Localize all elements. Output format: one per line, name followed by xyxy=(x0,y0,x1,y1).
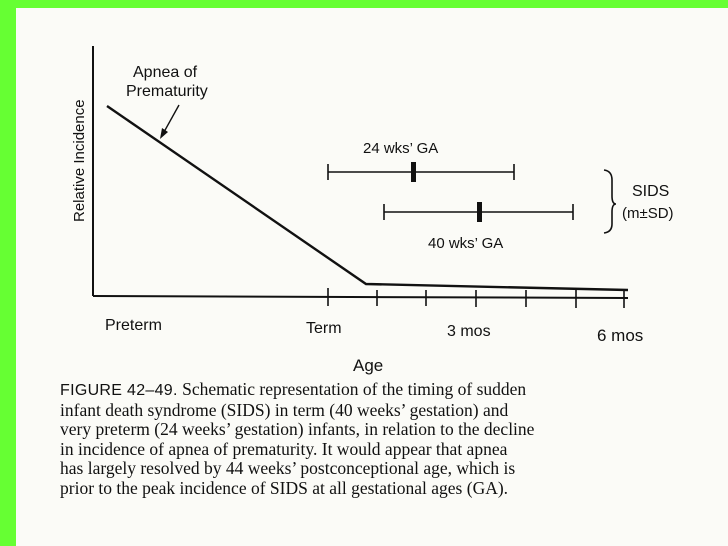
figure-caption xyxy=(60,380,712,499)
sids-bracket xyxy=(604,170,616,233)
sids-40wk-label: 40 wks’ GA xyxy=(428,235,504,252)
sids-24wk-error-bar xyxy=(328,162,514,182)
x-tick-label-term: Term xyxy=(306,320,342,337)
x-tick-label-preterm: Preterm xyxy=(105,317,162,334)
caption-line-6: prior to the peak incidence of SIDS at all gestational ages (GA). xyxy=(60,477,509,498)
apnea-label-line1: Apnea of xyxy=(133,64,198,81)
apnea-incidence-line xyxy=(107,106,628,290)
apnea-label-line2: Prematurity xyxy=(126,83,208,100)
figure-number: FIGURE 42–49. xyxy=(60,382,178,399)
caption-line-4: in incidence of apnea of prematurity. It would appear that apnea xyxy=(60,438,508,459)
sids-40wk-error-bar xyxy=(384,202,573,222)
sids-24wk-mean-marker xyxy=(411,162,416,182)
x-axis-label: Age xyxy=(353,356,384,375)
caption-line-3: very preterm (24 weeks’ gestation) infants, in relation to the decline xyxy=(60,419,535,440)
apnea-pointer-arrowhead xyxy=(160,128,168,139)
x-tick-label-3mos: 3 mos xyxy=(447,323,491,340)
sids-label-line1: SIDS xyxy=(632,183,670,200)
apnea-pointer-line xyxy=(164,105,179,132)
sids-40wk-mean-marker xyxy=(477,202,482,222)
caption-line-2: infant death syndrome (SIDS) in term (40 weeks’ gestation) and xyxy=(60,399,509,420)
x-tick-label-6mos: 6 mos xyxy=(597,326,644,345)
scanned-page xyxy=(16,8,728,546)
sids-apnea-diagram xyxy=(16,8,728,378)
caption-line-5: has largely resolved by 44 weeks’ postconceptional age, which is xyxy=(60,458,516,479)
sids-24wk-label: 24 wks’ GA xyxy=(363,140,439,157)
y-axis-label: Relative Incidence xyxy=(71,99,88,222)
caption-line-1-text: Schematic representation of the timing of sudden xyxy=(177,379,527,399)
caption-line-1 xyxy=(60,380,712,401)
sids-label-line2: (m±SD) xyxy=(622,205,674,222)
x-axis xyxy=(93,296,628,298)
